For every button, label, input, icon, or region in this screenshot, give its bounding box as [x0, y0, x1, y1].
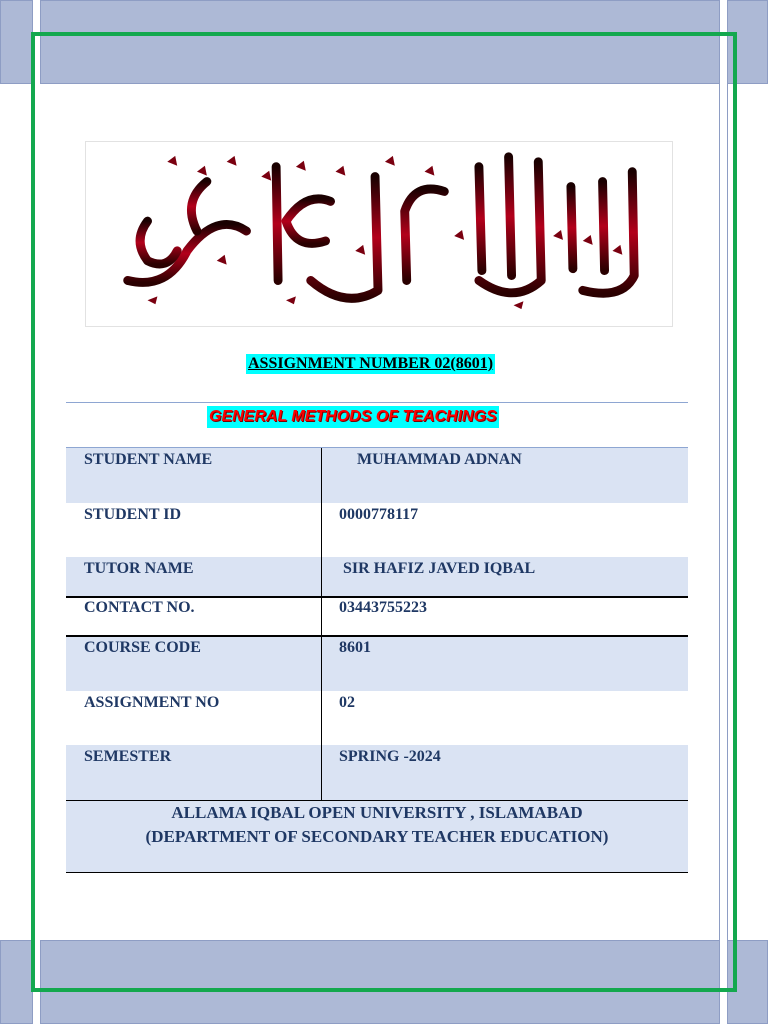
- university-name: ALLAMA IQBAL OPEN UNIVERSITY , ISLAMABAD: [171, 803, 583, 822]
- row-label: ASSIGNMENT NO: [66, 691, 322, 745]
- department-name: (DEPARTMENT OF SECONDARY TEACHER EDUCATION): [145, 827, 609, 846]
- row-label: TUTOR NAME: [66, 557, 322, 596]
- row-value: 8601: [339, 639, 371, 656]
- row-label: COURSE CODE: [66, 636, 322, 691]
- row-label: STUDENT ID: [66, 503, 322, 557]
- assignment-title: ASSIGNMENT NUMBER 02(8601): [248, 355, 494, 372]
- subject-title: GENERAL METHODS OF TEACHINGS: [207, 406, 499, 428]
- row-value: 0000778117: [339, 506, 419, 523]
- row-label: STUDENT NAME: [66, 448, 322, 503]
- row-value: SIR HAFIZ JAVED IQBAL: [343, 560, 536, 577]
- row-label: CONTACT NO.: [66, 596, 322, 636]
- row-value: MUHAMMAD ADNAN: [357, 451, 522, 468]
- row-value: 02: [339, 694, 355, 711]
- page-border-frame: [31, 32, 737, 992]
- row-label: SEMESTER: [66, 745, 322, 801]
- row-value: SPRING -2024: [339, 748, 441, 765]
- row-value: 03443755223: [339, 599, 427, 616]
